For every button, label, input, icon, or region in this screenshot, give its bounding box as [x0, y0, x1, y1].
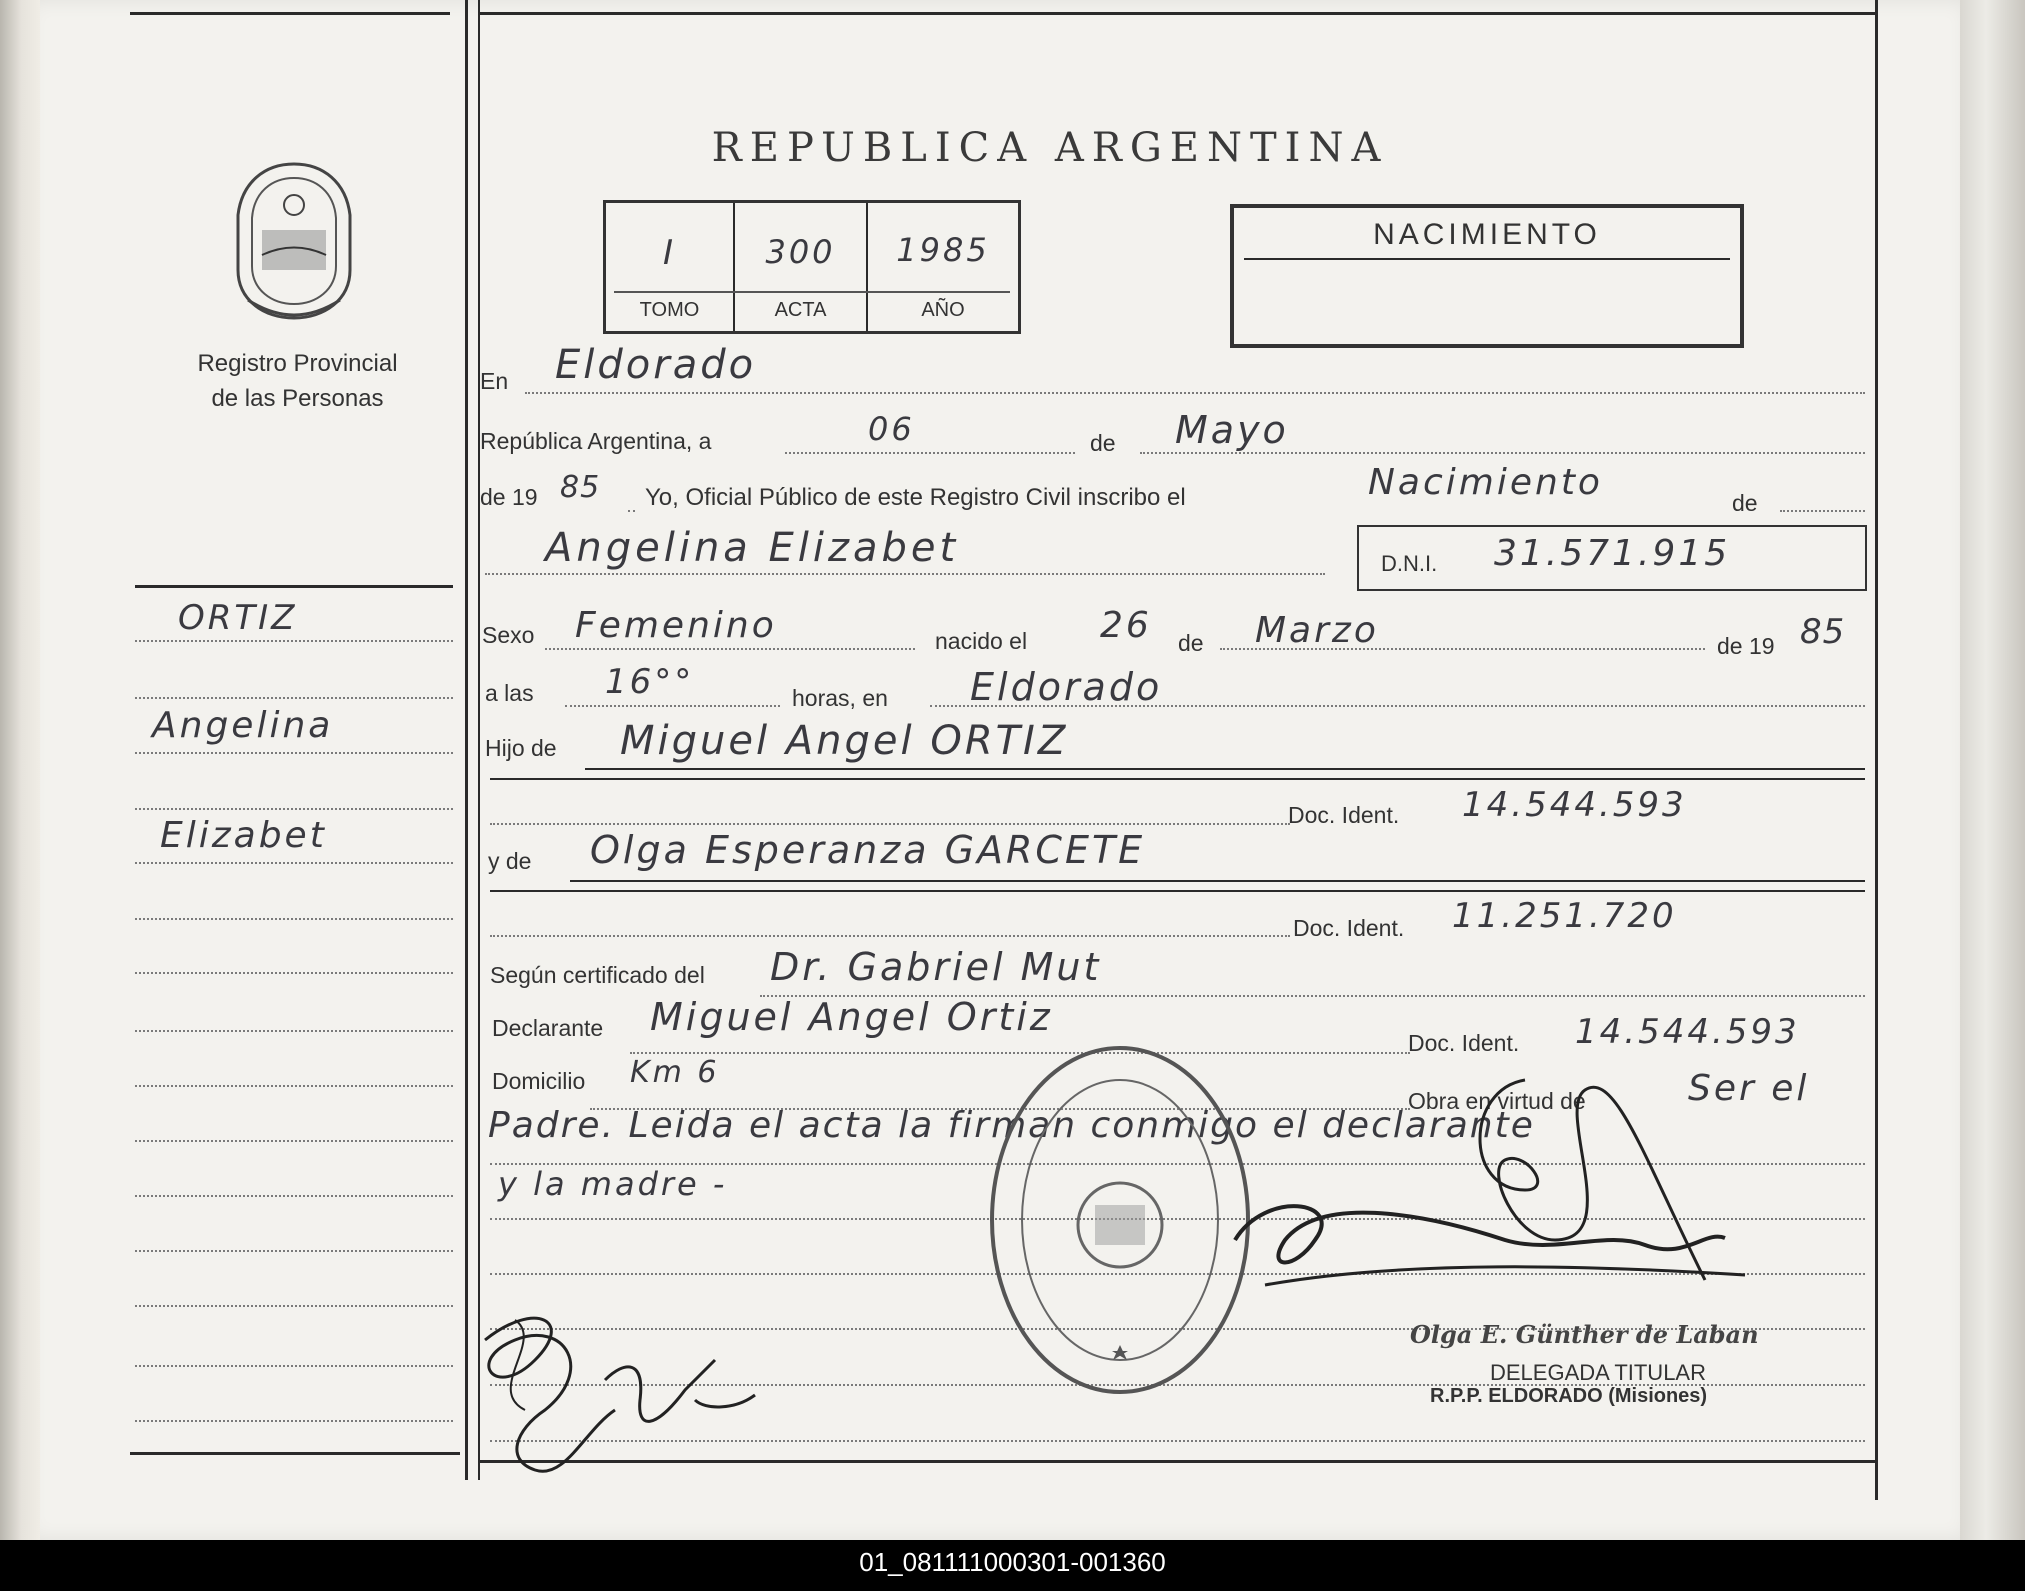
- month-value: Mayo: [1175, 408, 1289, 452]
- en-value: Eldorado: [555, 342, 757, 388]
- dni-label: D.N.I.: [1381, 551, 1438, 576]
- alas-label: a las: [485, 680, 534, 706]
- obra-label: Obra en virtud de: [1408, 1088, 1586, 1114]
- declarante-value: Miguel Angel Ortiz: [650, 995, 1053, 1039]
- acta-label: ACTA: [774, 299, 827, 321]
- top-rule-right: [478, 12, 1878, 15]
- de-label: de: [1090, 430, 1116, 456]
- registry-box: [603, 200, 1021, 334]
- page-edge: [1960, 0, 2025, 1540]
- year-prefix: de 19: [480, 484, 538, 510]
- hour-value: 16°°: [605, 662, 695, 702]
- year-value: 85: [560, 470, 601, 505]
- mother-value: Olga Esperanza GARCETE: [590, 828, 1146, 872]
- doc-ident-label-declarante: Doc. Ident.: [1408, 1030, 1520, 1056]
- sidebar-line: [135, 697, 453, 699]
- sidebar-line: [135, 862, 453, 864]
- oficial-text: Yo, Oficial Público de este Registro Civil inscribo el: [645, 484, 1186, 511]
- mother-line-2: [490, 890, 1865, 892]
- tomo-label: TOMO: [639, 299, 700, 321]
- sidebar-surname: ORTIZ: [178, 598, 298, 638]
- ano-label: AÑO: [921, 299, 965, 321]
- day-value: 06: [868, 410, 915, 448]
- right-border: [1875, 0, 1878, 1500]
- text-line-1: Padre. Leida el acta la firman conmigo el declarante: [488, 1105, 1535, 1146]
- horas-label: horas, en: [792, 685, 888, 711]
- official-office: R.P.P. ELDORADO (Misiones): [1430, 1385, 1708, 1407]
- sidebar-line: [135, 972, 453, 974]
- sidebar-line: [135, 1420, 453, 1422]
- form-line: [628, 510, 635, 512]
- de19-label: de 19: [1717, 633, 1775, 659]
- office-line-2: de las Personas: [211, 385, 384, 412]
- dni-value: 31.571.915: [1494, 533, 1731, 574]
- sidebar-line: [135, 1085, 453, 1087]
- sidebar-line: [135, 808, 453, 810]
- dni-box: [1357, 525, 1867, 591]
- father-line: [585, 768, 1865, 770]
- declarant-signature-icon: [455, 1300, 765, 1490]
- mother-doc: 11.251.720: [1452, 896, 1677, 936]
- form-line: [525, 392, 1865, 394]
- record-type-label: NACIMIENTO: [1373, 218, 1601, 251]
- obra-value: Ser el: [1688, 1068, 1810, 1109]
- form-line: [1140, 452, 1865, 454]
- form-line: [485, 573, 1325, 575]
- sidebar-name-1: Angelina: [152, 705, 334, 746]
- doc-ident-label-mother: Doc. Ident.: [1293, 915, 1405, 941]
- column-divider-right: [478, 0, 480, 1480]
- birth-day: 26: [1100, 605, 1152, 646]
- domicilio-value: Km 6: [630, 1055, 720, 1090]
- father-line-2: [490, 778, 1865, 780]
- text-line-2: y la madre -: [498, 1165, 728, 1203]
- form-line: [490, 823, 1290, 825]
- sidebar-line: [135, 1140, 453, 1142]
- en-label: En: [480, 368, 509, 394]
- tomo-value: I: [662, 233, 677, 273]
- nacido-label: nacido el: [935, 628, 1028, 654]
- full-name-value: Angelina Elizabet: [545, 525, 960, 571]
- mother-line: [570, 880, 1865, 882]
- form-line: [490, 935, 1290, 937]
- sidebar-line: [135, 1030, 453, 1032]
- sexo-label: Sexo: [482, 622, 535, 648]
- sidebar-line: [135, 918, 453, 920]
- father-doc: 14.544.593: [1462, 785, 1687, 825]
- ano-value: 1985: [896, 231, 990, 269]
- declarante-doc: 14.544.593: [1575, 1012, 1800, 1052]
- office-line-1: Registro Provincial: [197, 350, 398, 377]
- sidebar-name-2: Elizabet: [160, 815, 327, 856]
- record-type-rule: [1244, 258, 1730, 260]
- sexo-value: Femenino: [575, 605, 777, 646]
- form-line: [565, 705, 780, 707]
- sidebar-line: [135, 640, 453, 642]
- birth-year: 85: [1800, 612, 1846, 652]
- bottom-rule-left: [130, 1452, 460, 1455]
- certificado-value: Dr. Gabriel Mut: [770, 945, 1102, 989]
- registry-rule: [614, 291, 1010, 293]
- column-divider-left: [465, 0, 468, 1480]
- image-id-label: 01_081111000301-001360: [859, 1547, 1166, 1577]
- inscribo-value: Nacimiento: [1368, 462, 1603, 503]
- top-rule-left: [130, 12, 450, 15]
- official-stamp-icon: [985, 1040, 1255, 1400]
- segun-label: Según certificado del: [490, 962, 705, 988]
- birth-month: Marzo: [1255, 610, 1379, 651]
- place-value: Eldorado: [970, 665, 1163, 709]
- provincial-seal-icon: [228, 160, 360, 322]
- page-title: REPUBLICA ARGENTINA: [711, 125, 1389, 171]
- de-label-3: de: [1178, 630, 1204, 656]
- official-title: DELEGADA TITULAR: [1490, 1360, 1706, 1385]
- sidebar-line: [135, 1195, 453, 1197]
- republica-label: República Argentina, a: [480, 428, 712, 454]
- sidebar-line: [135, 1250, 453, 1252]
- record-type-box: [1230, 204, 1744, 348]
- yde-label: y de: [488, 848, 532, 874]
- form-line: [1780, 510, 1865, 512]
- form-line: [545, 648, 915, 650]
- domicilio-label: Domicilio: [492, 1068, 586, 1094]
- sidebar-line: [135, 752, 453, 754]
- hijo-label: Hijo de: [485, 735, 557, 761]
- official-name: Olga E. Günther de Laban: [1410, 1320, 1759, 1349]
- doc-ident-label-father: Doc. Ident.: [1288, 802, 1400, 828]
- de-label-2: de: [1732, 490, 1758, 516]
- declarante-label: Declarante: [492, 1015, 604, 1041]
- acta-value: 300: [765, 233, 836, 271]
- official-signature-icon: [1225, 1070, 1755, 1320]
- sidebar-line: [135, 1365, 453, 1367]
- form-line: [785, 452, 1075, 454]
- sidebar-line: [135, 1305, 453, 1307]
- sidebar-rule: [135, 585, 453, 588]
- father-value: Miguel Angel ORTIZ: [620, 718, 1069, 764]
